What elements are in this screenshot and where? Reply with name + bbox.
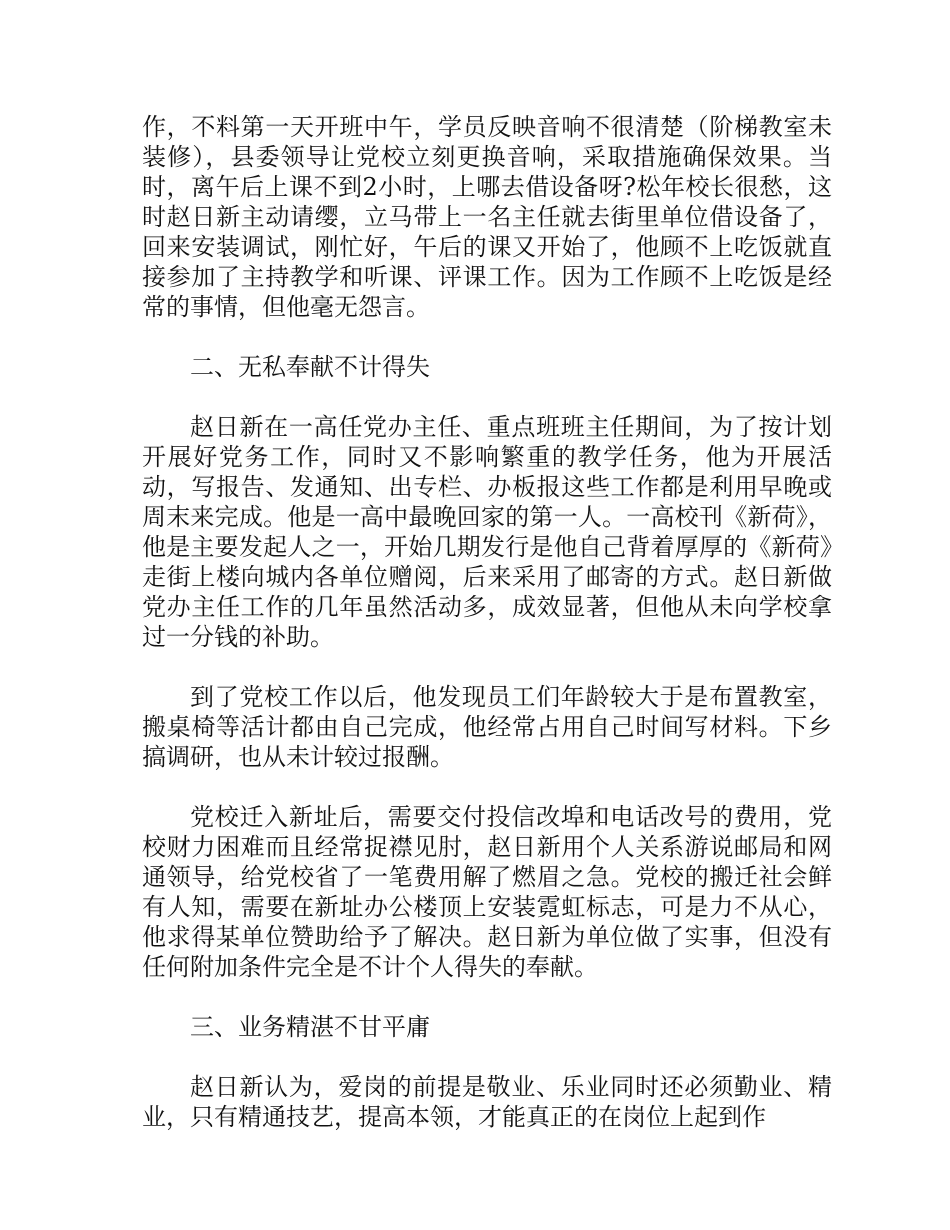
paragraph-relocation: 党校迁入新址后，需要交付投信改埠和电话改号的费用，党校财力困难而且经常捉襟见肘，赵日新用个人关系游说邮局和网通领导，给党校省了一笔费用解了燃眉之急。党校的搬迁社会鲜有人知，需要在新址办公楼顶上安装霓虹标志，可是力不从心，他求得某单位赞助给予了解决。赵日新为单位做了实事，但没有任何附加条件完全是不计个人得失的奉献。 [142,803,832,981]
paragraph-party-office: 赵日新在一高任党办主任、重点班班主任期间，为了按计划开展好党务工作，同时又不影响繁重的教学任务，他为开展活动，写报告、发通知、出专栏、办板报这些工作都是利用早晚或周末来完成。他是一高中最晚回家的第一人。一高校刊《新荷》，他是主要发起人之一，开始几期发行是他自己背着厚厚的《新荷》走街上楼向城内各单位赠阅，后来采用了邮寄的方式。赵日新做党办主任工作的几年虽然活动多，成效显著，但他从未向学校拿过一分钱的补助。 [142,413,832,651]
paragraph-party-school-work: 到了党校工作以后，他发现员工们年龄较大于是布置教室，搬桌椅等活计都由自己完成，他经常占用自己时间写材料。下乡搞调研，也从未计较过报酬。 [142,683,832,771]
paragraph-professionalism: 赵日新认为，爱岗的前提是敬业、乐业同时还必须勤业、精业，只有精通技艺，提高本领，才能真正的在岗位上起到作 [142,1073,832,1131]
section-heading-2: 二、无私奉献不计得失 [190,353,430,381]
document-body [142,112,832,1162]
paragraph-continuation: 作，不料第一天开班中午，学员反映音响不很清楚（阶梯教室未装修），县委领导让党校立刻更换音响，采取措施确保效果。当时，离午后上课不到2小时，上哪去借设备呀?松年校长很愁，这时赵日新主动请缨，立马带上一名主任就去街里单位借设备了，回来安装调试，刚忙好，午后的课又开始了，他顾不上吃饭就直接参加了主持教学和听课、评课工作。因为工作顾不上吃饭是经常的事情，但他毫无怨言。 [142,113,832,321]
section-heading-3: 三、业务精湛不甘平庸 [190,1013,430,1041]
